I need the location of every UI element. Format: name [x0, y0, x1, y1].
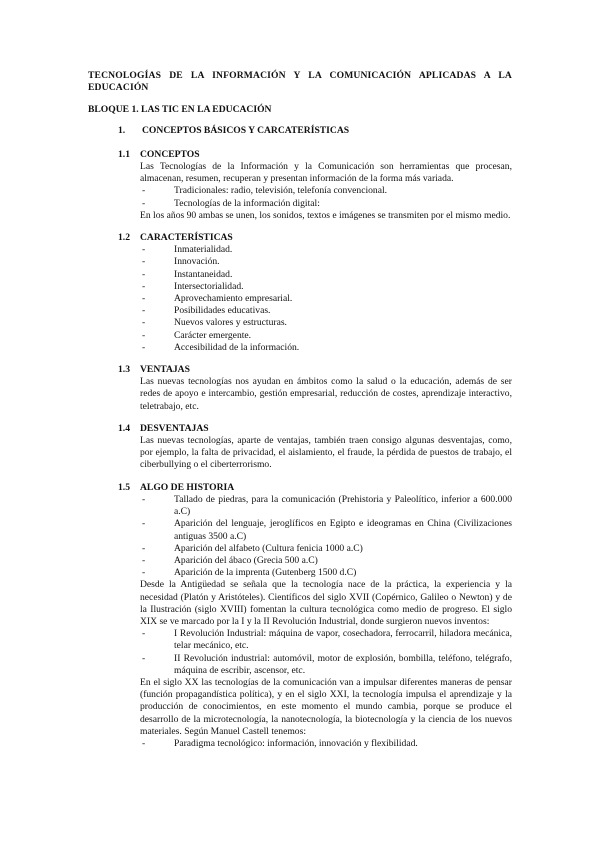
- section-heading: [118, 232, 512, 244]
- section-heading: [118, 364, 512, 376]
- list-item: - Aparición de la imprenta (Gutenberg 1500 d.C): [140, 567, 512, 579]
- list-item: - Intersectorialidad.: [140, 281, 512, 293]
- chapter-heading: [118, 125, 512, 137]
- paragraph: Las Tecnologías de la Información y la Comunicación son herramientas que procesan, almacenan, resumen, recuperan y presentan información de la forma más variada.: [140, 161, 512, 185]
- list-item: - Aprovechamiento empresarial.: [140, 293, 512, 305]
- section-title: VENTAJAS: [140, 364, 190, 376]
- list-item: - Innovación.: [140, 256, 512, 268]
- list-item: - Instantaneidad.: [140, 269, 512, 281]
- section-body: [140, 376, 512, 413]
- section-title: ALGO DE HISTORIA: [140, 481, 235, 493]
- dash-list: [140, 494, 512, 579]
- dash-list: [140, 738, 512, 750]
- list-item: - Carácter emergente.: [140, 330, 512, 342]
- paragraph: Las nuevas tecnologías, aparte de ventajas, también traen consigo algunas desventajas, como, por ejemplo, la falta de privacidad, el aislamiento, el fraude, la pérdida de puestos de trabajo, el ciberbullying o el ciberterrorismo.: [140, 435, 512, 471]
- chapter-title: CONCEPTOS BÁSICOS Y CARCATERÍSTICAS: [142, 124, 350, 136]
- section-heading: [118, 149, 512, 161]
- section-title: CARACTERÍSTICAS: [140, 232, 233, 244]
- dash-list: [140, 185, 512, 209]
- section-caracteristicas: [118, 232, 512, 354]
- list-item: - Posibilidades educativas.: [140, 305, 512, 317]
- list-item: - Aparición del lenguaje, jeroglíficos en Egipto e ideogramas en China (Civilizaciones antiguas 3500 a.C): [140, 518, 512, 542]
- section-number: 1.3: [118, 364, 130, 376]
- section-body: [140, 435, 512, 472]
- paragraph: En los años 90 ambas se unen, los sonidos, textos e imágenes se transmiten por el mismo medio.: [140, 209, 511, 221]
- section-number: 1.1: [118, 148, 130, 160]
- section-title: CONCEPTOS: [140, 148, 200, 160]
- list-item: - Paradigma tecnológico: información, innovación y flexibilidad.: [140, 738, 512, 750]
- paragraph: Desde la Antigüedad se señala que la tecnología nace de la práctica, la experiencia y la necesidad (Platón y Aristóteles). Científicos del siglo XVII (Copérnico, Galileo o Newton) y de la Ilustración (siglo XVIII) fomentan la cultura tecnológica como medio de progreso. El siglo XIX se ve marcado por la I y la II Revolución Industrial, donde surgieron nuevos inventos:: [140, 579, 512, 627]
- section-ventajas: [118, 364, 512, 413]
- list-item: - Accesibilidad de la información.: [140, 342, 512, 354]
- section-body: [140, 494, 512, 750]
- list-item: - Aparición del ábaco (Grecia 500 a.C): [140, 555, 512, 567]
- paragraph: Las nuevas tecnologías nos ayudan en ámbitos como la salud o la educación, además de ser redes de apoyo e intercambio, gestión empresarial, reducción de costes, aprendizaje interactivo, teletrabajo, etc.: [140, 376, 512, 412]
- section-body: [140, 244, 512, 354]
- list-item: - Tecnologías de la información digital:: [140, 198, 512, 210]
- list-item: - Tradicionales: radio, televisión, telefonía convencional.: [140, 185, 512, 197]
- dash-list: [140, 244, 512, 354]
- block-title: BLOQUE 1. LAS TIC EN LA EDUCACIÓN: [88, 104, 272, 116]
- section-title: DESVENTAJAS: [140, 422, 209, 434]
- section-historia: [118, 482, 512, 750]
- dash-list: [140, 628, 512, 677]
- section-number: 1.5: [118, 481, 130, 493]
- chapter-number: 1.: [118, 124, 126, 136]
- section-conceptos: [118, 149, 512, 222]
- list-item: - II Revolución industrial: automóvil, motor de explosión, bombilla, teléfono, telégrafo, máquina de escribir, ascensor, etc.: [140, 653, 512, 677]
- section-body: [140, 161, 512, 222]
- section-number: 1.4: [118, 422, 130, 434]
- list-item: - Nuevos valores y estructuras.: [140, 317, 512, 329]
- list-item: - Tallado de piedras, para la comunicación (Prehistoria y Paleolítico, inferior a 600.000 a.C): [140, 494, 512, 518]
- list-item: - I Revolución Industrial: máquina de vapor, cosechadora, ferrocarril, hiladora mecánica, telar mecánico, etc.: [140, 628, 512, 652]
- section-heading: [118, 482, 512, 494]
- paragraph: En el siglo XX las tecnologías de la comunicación van a impulsar diferentes maneras de pensar (función propagandística política), y en el siglo XXI, la tecnología impulsa el aprendizaje y la producción de conocimientos, en este momento el mundo cambia, porque se produce el desarrollo de la microtecnología, la nanotecnología, la biotecnología y la ciencia de los nuevos materiales. Según Manuel Castell tenemos:: [140, 676, 512, 737]
- document-title: TECNOLOGÍAS DE LA INFORMACIÓN Y LA COMUNICACIÓN APLICADAS A LA EDUCACIÓN: [88, 70, 512, 94]
- list-item: - Aparición del alfabeto (Cultura fenicia 1000 a.C): [140, 543, 512, 555]
- section-number: 1.2: [118, 232, 130, 244]
- list-item: - Inmaterialidad.: [140, 244, 512, 256]
- section-heading: [118, 423, 512, 435]
- section-desventajas: [118, 423, 512, 472]
